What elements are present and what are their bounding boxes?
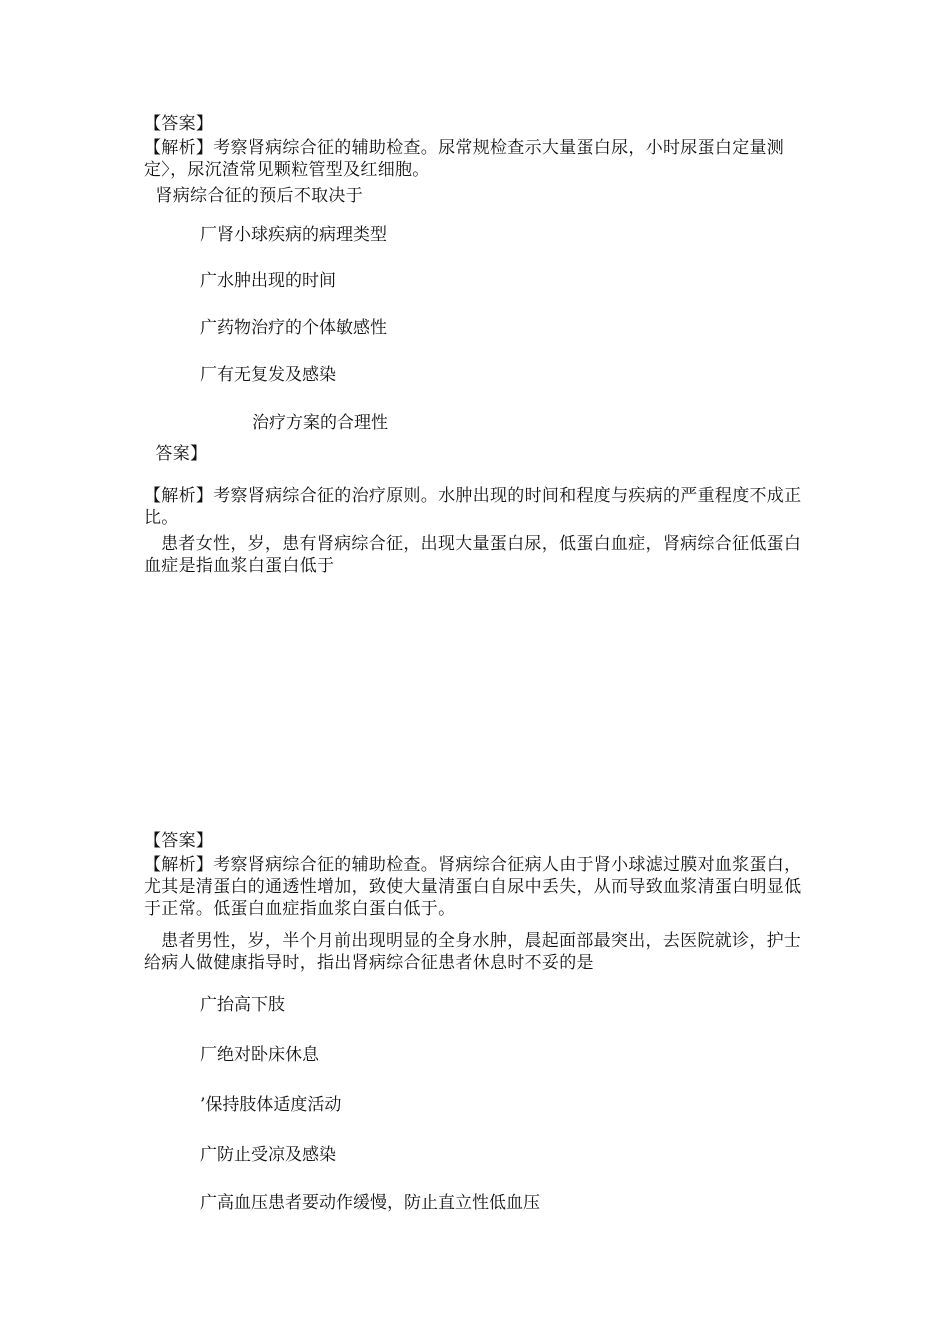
- q2-stem: 肾病综合征的预后不取决于: [144, 186, 364, 206]
- q2-option-d[interactable]: 厂有无复发及感染: [200, 365, 336, 385]
- q4-option-a[interactable]: 广抬高下肢: [200, 995, 285, 1015]
- q3-analysis: 【解析】考察肾病综合征的辅助检查。肾病综合征病人由于肾小球滤过膜对血浆蛋白，尤其是清蛋白的通透性增加，致使大量清蛋白自尿中丢失，从而导致血浆清蛋白明显低于正常。低蛋白血症指血浆白蛋白低于。: [144, 855, 802, 919]
- q2-option-a[interactable]: 厂肾小球疾病的病理类型: [200, 225, 387, 245]
- q4-stem: 患者男性，岁，半个月前出现明显的全身水肿，晨起面部最突出，去医院就诊，护士给病人做健康指导时，指出肾病综合征患者休息时不妥的是: [144, 931, 802, 973]
- q2-answer-label: 答案】: [144, 444, 208, 464]
- q4-option-c[interactable]: ’保持肢体适度活动: [200, 1095, 342, 1115]
- q1-analysis: 【解析】考察肾病综合征的辅助检查。尿常规检查示大量蛋白尿，小时尿蛋白定量测定〉，尿沉渣常见颗粒管型及红细胞。: [144, 138, 785, 180]
- q2-option-e[interactable]: 治疗方案的合理性: [252, 413, 388, 433]
- q1-answer-label: 【答案】: [144, 114, 214, 134]
- q3-stem: 患者女性，岁，患有肾病综合征，出现大量蛋白尿，低蛋白血症，肾病综合征低蛋白血症是指血浆白蛋白低于: [144, 534, 802, 576]
- q3-answer-label: 【答案】: [144, 831, 214, 851]
- q4-option-b[interactable]: 厂绝对卧床休息: [200, 1045, 319, 1065]
- q2-analysis: 【解析】考察肾病综合征的治疗原则。水肿出现的时间和程度与疾病的严重程度不成正比。: [144, 486, 802, 528]
- q2-option-b[interactable]: 广水肿出现的时间: [200, 271, 336, 291]
- q4-option-d[interactable]: 广防止受凉及感染: [200, 1145, 336, 1165]
- q2-option-c[interactable]: 广药物治疗的个体敏感性: [200, 318, 387, 338]
- q4-option-e[interactable]: 广高血压患者要动作缓慢，防止直立性低血压: [200, 1193, 540, 1213]
